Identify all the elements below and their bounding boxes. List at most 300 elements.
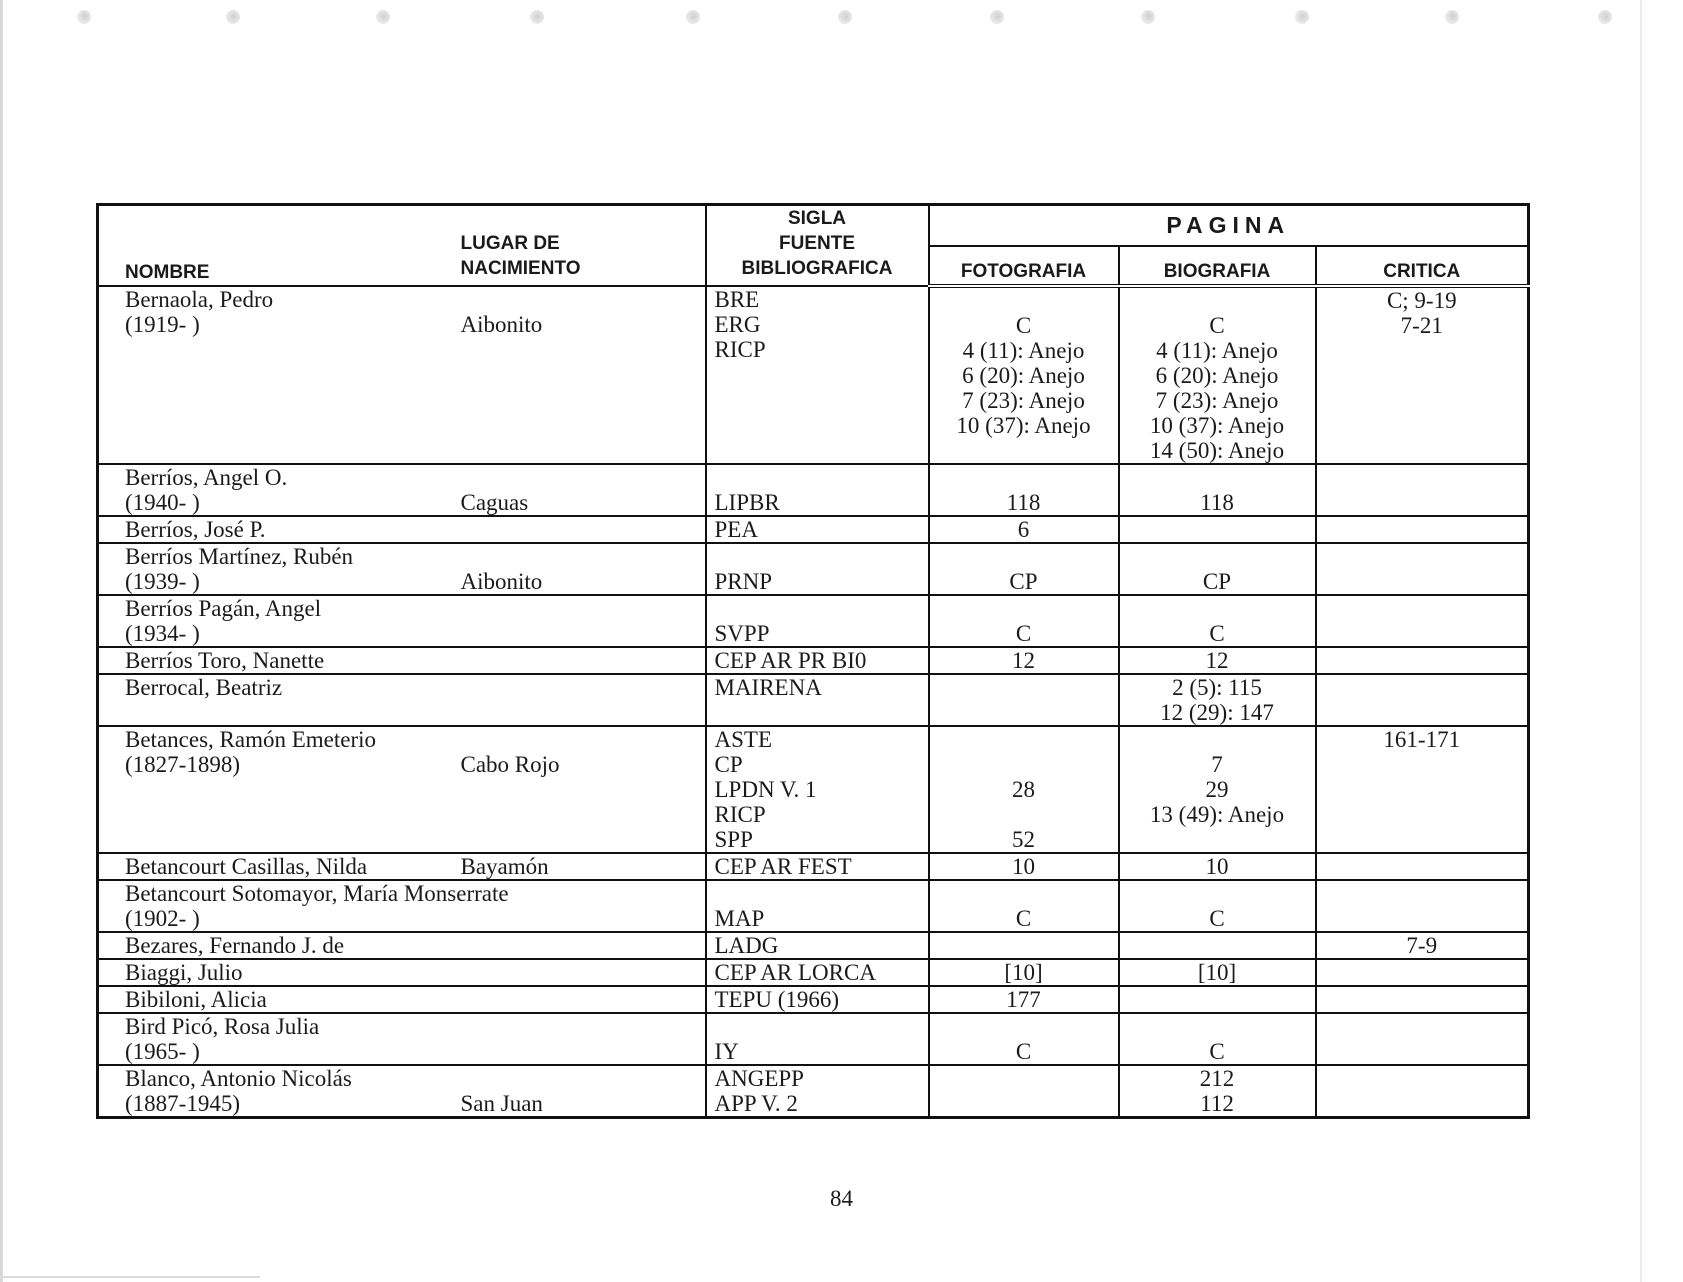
cell-line: ASTE [714,727,772,752]
binder-hole [838,10,852,24]
cell-fotografia [929,516,1119,543]
cell-line: (1827-1898) [125,752,240,777]
cell-line: Biaggi, Julio [125,960,243,985]
cell-line: Berríos, José P. [125,517,266,542]
cell-nombre [98,986,455,1013]
cell-line [936,438,1112,463]
cell-line [461,700,699,725]
cell-biografia [1119,1013,1316,1065]
cell-nombre [98,543,455,595]
cell-line: 7 (23): Anejo [1155,388,1279,413]
cell-lugar [455,853,706,880]
cell-line [1323,960,1522,985]
cell-line: C [1209,906,1225,931]
cell-biografia [1119,674,1316,726]
cell-line: Berríos Toro, Nanette [125,648,325,673]
table-row [98,516,1529,543]
table-row [98,932,1529,959]
cell-line [1126,544,1309,569]
cell-critica [1316,726,1529,853]
cell-critica [1316,932,1529,959]
cell-line [1323,1066,1522,1091]
cell-line: 118 [1006,490,1041,515]
cell-line [1323,906,1522,931]
cell-line: RICP [714,802,766,827]
cell-lugar [455,986,706,1013]
cell-sigla [706,726,929,853]
cell-line [1323,1039,1522,1064]
table-row [98,286,1529,464]
cell-sigla [706,647,929,674]
header-nombre: NOMBRE [98,205,455,287]
cell-line: 12 [1205,648,1229,673]
cell-line [715,700,922,725]
cell-line [715,387,922,412]
table-row [98,880,1529,932]
cell-critica [1316,464,1529,516]
cell-lugar [455,595,706,647]
cell-line: (1887-1945) [125,1091,240,1116]
cell-line: 10 [1012,854,1035,879]
cell-line [1323,1014,1522,1039]
header-pagina: PAGINA [929,205,1529,247]
cell-sigla [706,286,929,464]
cell-line [125,387,449,412]
cell-line: 161-171 [1383,727,1461,752]
cell-line: (1940- ) [125,490,200,515]
header-sigla: SIGLA FUENTE BIBLIOGRAFICA [706,205,929,287]
cell-line: Berrocal, Beatriz [125,675,283,700]
cell-line [461,675,699,700]
cell-fotografia [929,726,1119,853]
cell-line: MAP [714,906,765,931]
cell-line: PEA [714,517,758,542]
cell-line: PRNP [714,569,773,594]
table-row [98,595,1529,647]
cell-line: TEPU (1966) [714,987,840,1012]
cell-line [1323,987,1522,1012]
cell-line [1323,596,1522,621]
cell-line: San Juan [460,1091,543,1116]
cell-critica [1316,880,1529,932]
cell-line: CEP AR PR BI0 [714,648,867,673]
cell-sigla [706,932,929,959]
cell-biografia [1119,516,1316,543]
cell-line: 10 (37): Anejo [956,413,1091,438]
cell-line [461,287,699,312]
cell-line [125,337,449,362]
cell-line: C [1209,1039,1225,1064]
cell-critica [1316,286,1529,464]
cell-line: Aibonito [460,312,543,337]
cell-critica [1316,674,1529,726]
cell-line: APP V. 2 [714,1091,798,1116]
binder-hole [1598,10,1612,24]
cell-nombre [98,726,455,853]
cell-line [1126,288,1309,313]
cell-line [1323,802,1522,827]
cell-line [461,1066,699,1091]
cell-nombre [98,647,455,674]
cell-line: SPP [714,827,753,852]
cell-line: MAIRENA [714,675,822,700]
cell-lugar [455,464,706,516]
cell-nombre [98,932,455,959]
cell-sigla [706,880,929,932]
cell-line: Betancourt Casillas, Nilda [125,854,368,879]
cell-line: C; 9-19 [1386,288,1457,313]
cell-line: C [1209,313,1225,338]
cell-sigla [706,674,929,726]
cell-line: ANGEPP [714,1066,804,1091]
cell-lugar [455,726,706,853]
cell-line [1323,544,1522,569]
cell-lugar [455,543,706,595]
header-fotografia: FOTOGRAFIA [929,246,1119,286]
cell-line [1323,881,1522,906]
cell-biografia [1119,959,1316,986]
cell-line [715,544,922,569]
cell-line [461,1014,699,1039]
cell-biografia [1119,932,1316,959]
cell-fotografia [929,932,1119,959]
cell-biografia [1119,464,1316,516]
cell-line: Bernaola, Pedro [125,287,274,312]
cell-line [461,987,699,1012]
cell-biografia [1119,986,1316,1013]
cell-line [461,387,699,412]
cell-nombre [98,1013,455,1065]
header-critica: CRITICA [1316,246,1529,286]
cell-line: IY [714,1039,739,1064]
cell-line [461,827,699,852]
cell-line [461,960,699,985]
cell-line: 52 [1012,827,1035,852]
cell-line: C [1015,313,1032,338]
cell-critica [1316,959,1529,986]
cell-lugar [455,932,706,959]
table-row [98,543,1529,595]
cell-line: (1934- ) [125,621,200,646]
cell-lugar [455,959,706,986]
cell-line [715,412,922,437]
cell-sigla [706,1065,929,1118]
header-biografia: BIOGRAFIA [1119,246,1316,286]
cell-line [461,544,699,569]
header-lugar: LUGAR DE NACIMIENTO [455,205,706,287]
table-row [98,853,1529,880]
cell-fotografia [929,543,1119,595]
cell-line [125,412,449,437]
cell-lugar [455,1013,706,1065]
cell-line [936,465,1112,490]
cell-lugar [455,286,706,464]
binder-hole [226,10,240,24]
cell-biografia [1119,647,1316,674]
cell-line [461,596,699,621]
cell-line [1126,727,1309,752]
cell-critica [1316,647,1529,674]
cell-line [1323,438,1522,463]
cell-line: C [1015,621,1032,646]
cell-line: [10] [1197,960,1237,985]
cell-sigla [706,595,929,647]
cell-line [1126,987,1309,1012]
cell-line: CEP AR LORCA [714,960,876,985]
cell-nombre [98,286,455,464]
scan-edge-left [0,0,3,1282]
table-row [98,726,1529,853]
cell-line: (1965- ) [125,1039,200,1064]
cell-line [1323,854,1522,879]
cell-line [1126,933,1309,958]
cell-line: Berríos Martínez, Rubén [125,544,354,569]
cell-line [715,362,922,387]
cell-line [936,727,1112,752]
cell-line: CP [714,752,743,777]
cell-line: Bibiloni, Alicia [125,987,267,1012]
cell-fotografia [929,1065,1119,1118]
cell-line [1323,777,1522,802]
cell-line: 6 (20): Anejo [1155,363,1279,388]
cell-line [1323,621,1522,646]
table-row [98,674,1529,726]
cell-line [461,517,699,542]
cell-line [125,362,449,387]
cell-sigla [706,986,929,1013]
binder-holes [0,4,1683,34]
cell-biografia [1119,595,1316,647]
table-row [98,1065,1529,1118]
cell-line: 2 (5): 115 [1172,675,1262,700]
cell-lugar [455,1065,706,1118]
cell-line [461,1039,699,1064]
cell-critica [1316,595,1529,647]
cell-nombre [98,853,455,880]
binder-hole [990,10,1004,24]
cell-line [1126,465,1309,490]
cell-line [936,802,1112,827]
cell-line [936,1091,1112,1116]
cell-nombre [98,674,455,726]
cell-line [461,727,699,752]
cell-biografia [1119,1065,1316,1118]
cell-line [715,465,922,490]
cell-fotografia [929,647,1119,674]
cell-line [1323,648,1522,673]
cell-line: CEP AR FEST [714,854,852,879]
table-row [98,464,1529,516]
cell-line: 12 (29): 147 [1160,700,1274,725]
cell-line: Betances, Ramón Emeterio [125,727,377,752]
cell-nombre [98,1065,455,1118]
cell-line: 4 (11): Anejo [962,338,1085,363]
cell-line: LPDN V. 1 [714,777,817,802]
cell-biografia [1119,880,1316,932]
cell-line [936,881,1112,906]
cell-nombre [98,595,455,647]
cell-line [461,362,699,387]
cell-line [1323,490,1522,515]
cell-line [715,437,922,462]
cell-line [125,700,449,725]
cell-line [1323,700,1522,725]
cell-line: ERG [714,312,761,337]
cell-line: 7 [1211,752,1223,777]
table-header [98,205,1529,287]
cell-line: 118 [1200,490,1234,515]
cell-line [936,752,1112,777]
binder-hole [77,10,91,24]
cell-line: 7-9 [1406,933,1438,958]
binder-hole [376,10,390,24]
cell-line: LIPBR [714,490,780,515]
cell-line [1126,881,1309,906]
cell-lugar [455,674,706,726]
cell-line [1323,675,1522,700]
cell-nombre [98,880,509,932]
cell-line: 7 (23): Anejo [962,388,1085,413]
cell-fotografia [929,464,1119,516]
cell-line [936,675,1112,700]
cell-line [125,827,449,852]
cell-fotografia [929,986,1119,1013]
page-number: 84 [830,1186,853,1211]
cell-fotografia [929,959,1119,986]
cell-line: 177 [1006,987,1041,1012]
cell-line: Berríos Pagán, Angel [125,596,322,621]
scan-edge-right [1640,0,1642,1282]
cell-line [1323,752,1522,777]
cell-line: RICP [714,337,766,362]
cell-fotografia [929,286,1119,464]
cell-line: SVPP [714,621,770,646]
binder-hole [1295,10,1309,24]
cell-line: Aibonito [460,569,543,594]
cell-line [1323,338,1522,363]
cell-line [1126,1014,1309,1039]
binder-hole [1445,10,1459,24]
cell-line: Betancourt Sotomayor, María Monserrate [125,881,509,906]
cell-sigla [706,959,929,986]
cell-line [125,437,449,462]
cell-fotografia [929,595,1119,647]
binder-hole [686,10,700,24]
cell-nombre [98,516,455,543]
table-row [98,959,1529,986]
cell-fotografia [929,880,1119,932]
cell-line [1126,596,1309,621]
cell-line: 29 [1205,777,1229,802]
cell-line: CP [1202,569,1232,594]
cell-line [1323,363,1522,388]
cell-line: Cabo Rojo [460,752,560,777]
cell-line [936,288,1112,313]
cell-line: 212 [1199,1066,1235,1091]
binder-hole [1141,10,1155,24]
cell-line: 12 [1012,648,1035,673]
cell-biografia [1119,543,1316,595]
cell-line [936,596,1112,621]
cell-line: LADG [714,933,779,958]
cell-line: Berríos, Angel O. [125,465,288,490]
cell-critica [1316,543,1529,595]
cell-line [1323,1091,1522,1116]
cell-line [461,933,699,958]
cell-critica [1316,1065,1529,1118]
cell-line [461,648,699,673]
table-row [98,986,1529,1013]
cell-line: (1902- ) [125,906,200,931]
bibliography-table [96,203,1530,1119]
cell-line [715,881,922,906]
cell-lugar [455,516,706,543]
cell-critica [1316,1013,1529,1065]
cell-critica [1316,516,1529,543]
cell-line: (1919- ) [125,312,200,337]
cell-line [936,933,1112,958]
cell-line [1126,517,1309,542]
cell-line [1323,517,1522,542]
cell-line [936,1014,1112,1039]
cell-line: 14 (50): Anejo [1149,438,1285,463]
cell-sigla [706,516,929,543]
cell-line [1323,465,1522,490]
cell-sigla [706,543,929,595]
cell-sigla [706,464,929,516]
cell-lugar [455,647,706,674]
table-body [98,286,1529,1118]
cell-line: 4 (11): Anejo [1156,338,1278,363]
cell-line: (1939- ) [125,569,200,594]
cell-line [1323,388,1522,413]
cell-line [936,1066,1112,1091]
cell-fotografia [929,674,1119,726]
cell-line: 6 [1017,517,1030,542]
cell-sigla [706,853,929,880]
cell-line: Bezares, Fernando J. de [125,933,345,958]
table-row [98,647,1529,674]
cell-line: 10 (37): Anejo [1149,413,1285,438]
cell-line: Blanco, Antonio Nicolás [125,1066,352,1091]
cell-line [1323,827,1522,852]
cell-line [461,337,699,362]
binder-hole [530,10,544,24]
cell-line: 13 (49): Anejo [1149,802,1285,827]
cell-line [1323,569,1522,594]
cell-line [461,621,699,646]
cell-critica [1316,986,1529,1013]
cell-line [461,777,699,802]
cell-fotografia [929,1013,1119,1065]
cell-line [461,906,699,931]
cell-line: BRE [714,287,760,312]
cell-biografia [1119,726,1316,853]
cell-line [715,1014,922,1039]
cell-critica [1316,853,1529,880]
cell-line [1126,827,1309,852]
cell-line: C [1015,906,1032,931]
cell-line [125,777,449,802]
cell-line: 6 (20): Anejo [962,363,1085,388]
scan-edge-bottom [0,1276,260,1278]
cell-line: 28 [1012,777,1035,802]
cell-line: CP [1009,569,1038,594]
cell-biografia [1119,286,1316,464]
cell-line [461,802,699,827]
cell-line [715,596,922,621]
cell-line: Bayamón [460,854,549,879]
